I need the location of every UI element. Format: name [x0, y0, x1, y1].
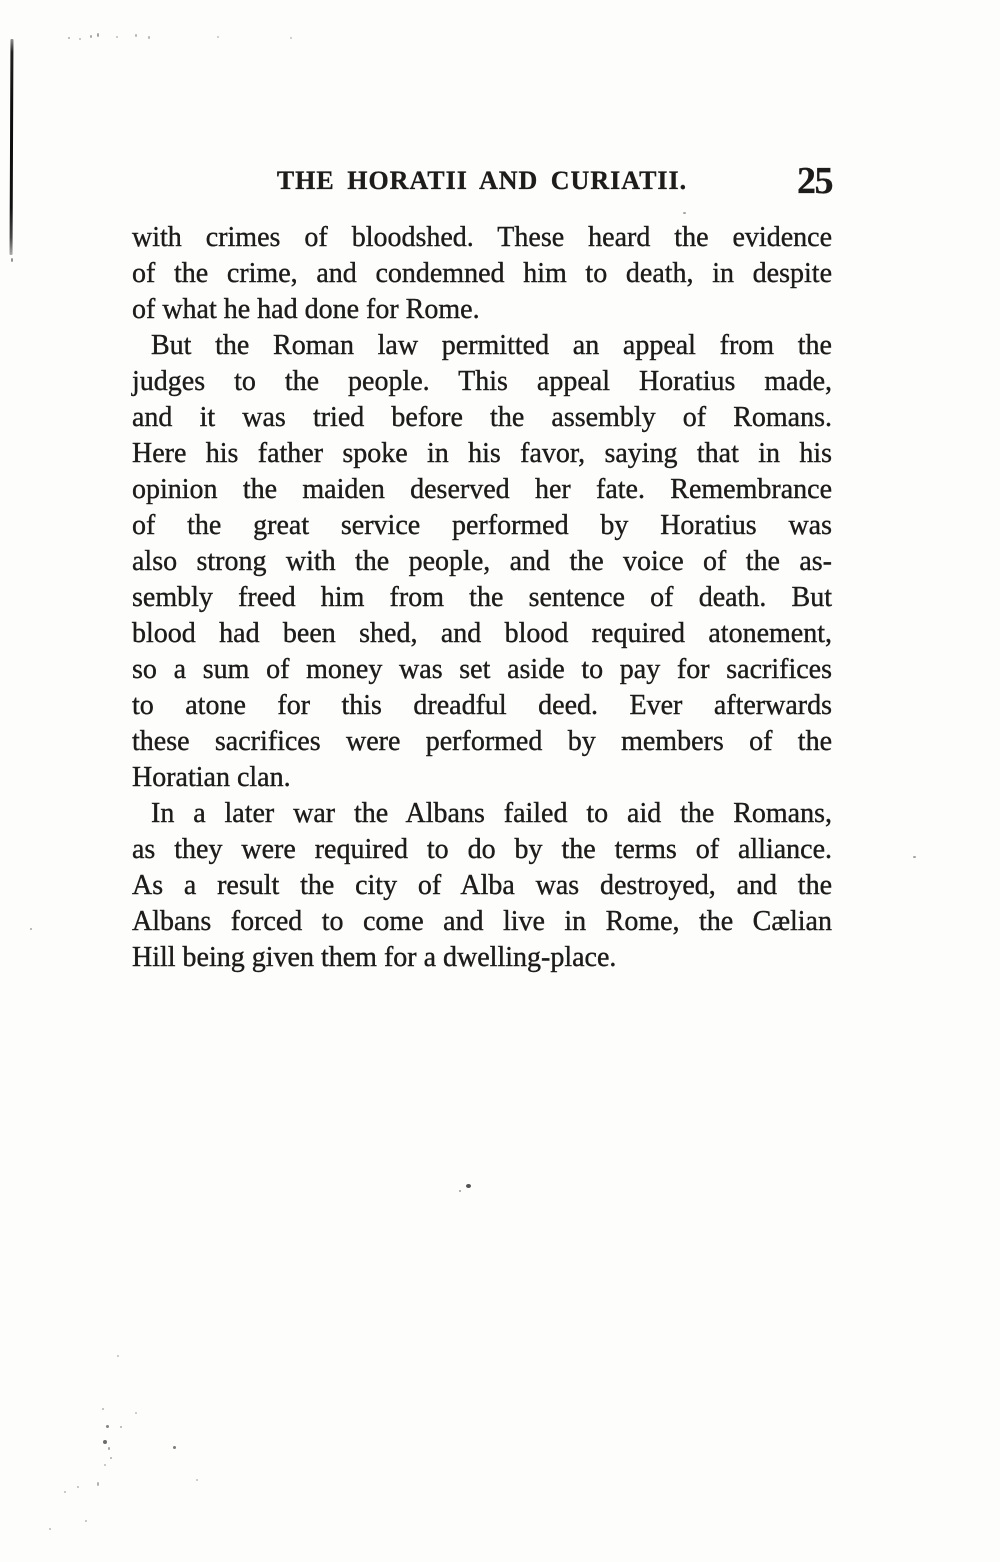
scan-speck	[64, 1491, 66, 1493]
scan-speck	[110, 1457, 112, 1459]
text-line: of the crime, and condemned him to death, in despite	[132, 258, 832, 289]
text-line: blood had been shed, and blood required atonement,	[132, 618, 832, 649]
scan-speck	[683, 212, 686, 214]
text-line: Albans forced to come and live in Rome, the Cælian	[132, 906, 832, 937]
page-number: 25	[797, 160, 832, 202]
scan-speck	[196, 1479, 198, 1481]
scan-speck	[148, 36, 150, 39]
page-body-text	[132, 220, 832, 976]
text-line: judges to the people. This appeal Horatius made,	[132, 366, 832, 397]
scan-speck	[97, 1482, 99, 1486]
text-line: sembly freed him from the sentence of death. But	[132, 582, 832, 613]
scan-speck	[459, 1190, 461, 1192]
scan-speck	[120, 1426, 122, 1428]
text-line: But the Roman law permitted an appeal from the	[151, 330, 832, 361]
scan-speck	[90, 35, 92, 38]
text-line: these sacrifices were performed by members of the	[132, 726, 832, 757]
scan-speck	[116, 36, 118, 38]
scan-speck	[217, 36, 219, 38]
running-title: THE HORATII AND CURIATII.	[276, 166, 688, 195]
scan-speck	[104, 1464, 106, 1466]
text-line: opinion the maiden deserved her fate. Remembrance	[132, 474, 832, 505]
scan-speck	[85, 1520, 87, 1522]
scan-speck	[108, 1447, 110, 1450]
scan-speck	[135, 1412, 137, 1414]
text-line: also strong with the people, and the voice of the as-	[132, 546, 832, 577]
text-line: so a sum of money was set aside to pay for sacrifices	[132, 654, 832, 685]
scan-speck	[173, 1446, 176, 1449]
text-line: In a later war the Albans failed to aid the Romans,	[151, 798, 832, 829]
scan-speck	[135, 34, 137, 37]
scan-speck	[97, 33, 99, 37]
scan-speck	[913, 856, 916, 858]
text-line: Horatian clan.	[132, 762, 291, 793]
scan-speck	[68, 37, 70, 39]
scan-speck	[102, 1408, 104, 1410]
text-line: to atone for this dreadful deed. Ever afterwards	[132, 690, 832, 721]
scan-speck	[11, 258, 13, 262]
scan-speck	[30, 928, 32, 930]
text-line: of the great service performed by Horatius was	[132, 510, 832, 541]
text-line: with crimes of bloodshed. These heard the evidence	[132, 222, 832, 253]
scan-speck	[466, 1184, 471, 1188]
scan-speck	[79, 38, 81, 40]
scan-speck	[103, 1440, 107, 1444]
text-line: Hill being given them for a dwelling-place.	[132, 942, 617, 973]
scan-artifact-spine-line	[10, 39, 14, 255]
text-line: Here his father spoke in his favor, saying that in his	[132, 438, 832, 469]
scan-speck	[49, 1528, 51, 1530]
text-line: as they were required to do by the terms of alliance.	[132, 834, 832, 865]
scan-speck	[290, 37, 292, 39]
text-line: of what he had done for Rome.	[132, 294, 480, 325]
running-header	[132, 160, 832, 202]
scan-speck	[77, 1486, 79, 1488]
scan-speck	[106, 1425, 109, 1428]
text-line: and it was tried before the assembly of Romans.	[132, 402, 832, 433]
scan-speck	[117, 1355, 119, 1357]
text-line: As a result the city of Alba was destroyed, and the	[132, 870, 832, 901]
